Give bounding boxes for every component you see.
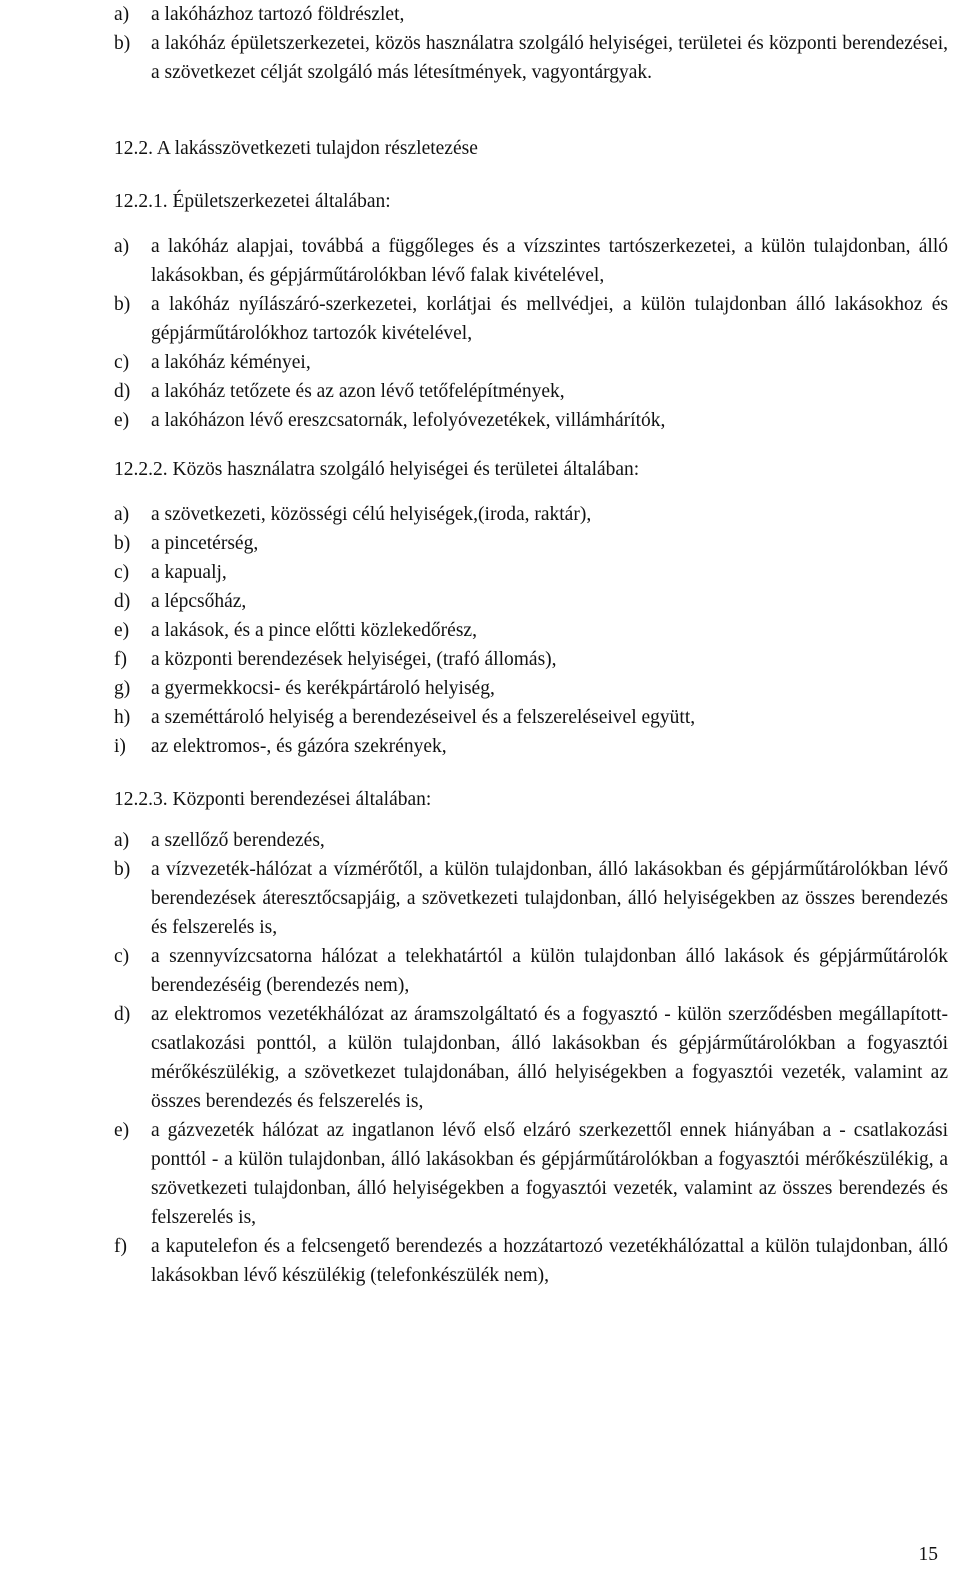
list-item (114, 674, 948, 703)
list-item (114, 0, 948, 29)
list-item (114, 406, 948, 435)
list-item-text: a lakóház nyílászáró-szerkezetei, korlátjai és mellvédjei, a külön tulajdonban álló lakásokhoz és gépjárműtárolókhoz tartozók kivételével, (151, 294, 948, 344)
list-item (114, 855, 948, 942)
list-marker: c) (114, 946, 130, 967)
list-item-text: a gázvezeték hálózat az ingatlanon lévő első elzáró szerkezettől ennek hiányában a - csatlakozási ponttól - a külön tulajdonban, álló lakásokban és gépjárműtárolókban a fogyasztói mérőkészülékig, a szövetkezeti tulajdonban, álló helyiségekben a fogyasztói vezeték, valamint az összes berendezés és felszerelés is, (151, 1120, 948, 1228)
section-heading-12-2-3: 12.2.3. Központi berendezései általában: (114, 789, 432, 810)
list-item-text: az elektromos vezetékhálózat az áramszolgáltató és a fogyasztó - külön szerződésben megállapított- csatlakozási ponttól, a külön tulajdonban, álló lakásokban és gépjárműtárolókban a fogyasztói mérőkészülékig, a szövetkezet tulajdonában, álló helyiségekben a fogyasztói vezeték, valamint az összes berendezés és felszerelés is, (151, 1004, 948, 1112)
list-marker: d) (114, 381, 131, 402)
page-number: 15 (918, 1544, 938, 1565)
list-item-text: a vízvezeték-hálózat a vízmérőtől, a külön tulajdonban, álló lakásokban és gépjárműtárolókban lévő berendezések áteresztőcsapjáig, a szövetkezeti tulajdonban, álló helyiségekben az összes berendezés és felszerelés is, (151, 859, 948, 938)
list-item-text: a lakóház tetőzete és az azon lévő tetőfelépítmények, (151, 381, 565, 402)
list-marker: e) (114, 1120, 130, 1141)
list-item-text: az elektromos-, és gázóra szekrények, (151, 736, 447, 757)
section-3-list (114, 826, 948, 1290)
list-item-text: a lakások, és a pince előtti közlekedőrész, (151, 620, 477, 641)
list-item-text: a gyermekkocsi- és kerékpártároló helyiség, (151, 678, 495, 699)
list-item (114, 377, 948, 406)
list-item-text: a lakóház épületszerkezetei, közös használatra szolgáló helyiségei, területei és központi berendezései, a szövetkezet célját szolgáló más létesítmények, vagyontárgyak. (151, 33, 948, 83)
list-item-text: a kaputelefon és a felcsengető berendezés a hozzátartozó vezetékhálózattal a külön tulajdonban, álló lakásokban lévő készülékig (telefonkészülék nem), (151, 1236, 948, 1286)
list-marker: a) (114, 504, 130, 525)
list-marker: a) (114, 830, 130, 851)
list-marker: c) (114, 562, 130, 583)
list-item (114, 290, 948, 348)
list-marker: b) (114, 33, 131, 54)
list-marker: a) (114, 4, 130, 25)
section-2-list (114, 500, 948, 761)
section-heading-12-2: 12.2. A lakásszövetkezeti tulajdon részletezése (114, 138, 478, 159)
list-marker: a) (114, 236, 130, 257)
list-item (114, 232, 948, 290)
list-marker: h) (114, 707, 131, 728)
list-item (114, 587, 948, 616)
list-marker: g) (114, 678, 131, 699)
list-marker: b) (114, 533, 131, 554)
list-marker: e) (114, 410, 130, 431)
list-item-text: a lakóház kéményei, (151, 352, 311, 373)
list-marker: b) (114, 859, 131, 880)
list-item (114, 645, 948, 674)
list-item (114, 558, 948, 587)
section-1-list (114, 232, 948, 435)
list-item (114, 500, 948, 529)
list-item-text: a szövetkezeti, közösségi célú helyiségek,(iroda, raktár), (151, 504, 592, 525)
list-marker: d) (114, 1004, 131, 1025)
list-item (114, 1232, 948, 1290)
section-heading-12-2-1: 12.2.1. Épületszerkezetei általában: (114, 191, 391, 212)
list-marker: b) (114, 294, 131, 315)
list-item (114, 732, 948, 761)
list-item-text: a lakóházhoz tartozó földrészlet, (151, 4, 405, 25)
list-item-text: a pincetérség, (151, 533, 259, 554)
list-item (114, 826, 948, 855)
list-item-text: a központi berendezések helyiségei, (trafó állomás), (151, 649, 557, 670)
list-item (114, 348, 948, 377)
list-item-text: a lépcsőház, (151, 591, 247, 612)
list-item (114, 1000, 948, 1116)
list-marker: f) (114, 649, 127, 670)
list-marker: c) (114, 352, 130, 373)
list-item (114, 616, 948, 645)
list-item-text: a lakóházon lévő ereszcsatornák, lefolyóvezetékek, villámhárítók, (151, 410, 666, 431)
list-marker: e) (114, 620, 130, 641)
list-item (114, 29, 948, 87)
list-marker: i) (114, 736, 126, 757)
list-item-text: a kapualj, (151, 562, 227, 583)
list-item-text: a szellőző berendezés, (151, 830, 325, 851)
list-item-text: a lakóház alapjai, továbbá a függőleges és a vízszintes tartószerkezetei, a külön tulajdonban, álló lakásokban, és gépjárműtárolókban lévő falak kivételével, (151, 236, 948, 286)
list-marker: d) (114, 591, 131, 612)
list-item (114, 942, 948, 1000)
top-list (114, 0, 948, 87)
list-item-text: a szennyvízcsatorna hálózat a telekhatártól a külön tulajdonban álló lakások és gépjárműtárolók berendezéséig (berendezés nem), (151, 946, 948, 996)
list-marker: f) (114, 1236, 127, 1257)
list-item (114, 529, 948, 558)
list-item (114, 1116, 948, 1232)
list-item (114, 703, 948, 732)
list-item-text: a szeméttároló helyiség a berendezéseivel és a felszereléseivel együtt, (151, 707, 696, 728)
section-heading-12-2-2: 12.2.2. Közös használatra szolgáló helyiségei és területei általában: (114, 459, 640, 480)
